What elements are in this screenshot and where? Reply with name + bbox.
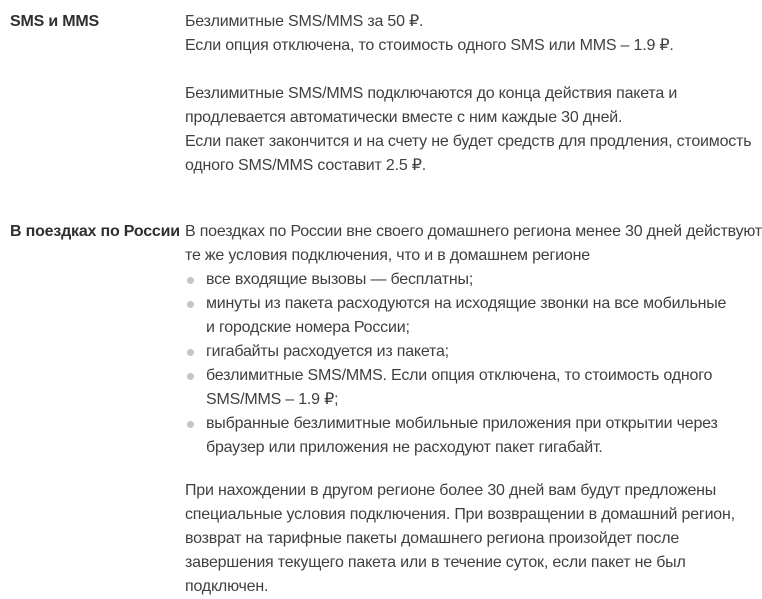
bullet-icon	[187, 349, 194, 356]
text-line: браузер или приложения не расходуют пакет гигабайт.	[206, 439, 603, 456]
section-content-column	[185, 10, 752, 178]
section-heading-column	[10, 10, 185, 34]
text-line: завершения текущего пакета или в течение суток, если пакет не был	[185, 554, 686, 571]
text-line: и городские номера России;	[206, 319, 410, 336]
text-line: Безлимитные SMS/MMS за 50 ₽.	[185, 13, 424, 30]
list-item	[185, 268, 727, 292]
section-sms-mms	[10, 10, 752, 178]
text-line: Если пакет закончится и на счету не будет средств для продления, стоимость	[185, 133, 752, 150]
text-line: безлимитные SMS/MMS. Если опция отключена, то стоимость одного	[206, 367, 713, 384]
bullet-icon	[187, 373, 194, 380]
text-line: возврат на тарифные пакеты домашнего региона произойдет после	[185, 530, 680, 547]
text-line: Безлимитные SMS/MMS подключаются до конца действия пакета и	[185, 85, 678, 102]
text-line: подключен.	[185, 578, 269, 595]
list-item-text	[206, 412, 727, 460]
list-item	[185, 340, 727, 364]
text-line: специальные условия подключения. При возвращении в домашний регион,	[185, 506, 735, 523]
section-travel-russia	[10, 220, 762, 599]
text-line: все входящие вызовы — бесплатны;	[206, 271, 474, 288]
section-content-column	[185, 220, 762, 599]
bullet-icon	[187, 301, 194, 308]
paragraph-sms-renewal	[185, 82, 752, 178]
list-item-text	[206, 340, 727, 364]
text-line: SMS/MMS – 1.9 ₽;	[206, 391, 339, 408]
text-line: минуты из пакета расходуются на исходящие звонки на все мобильные	[206, 295, 727, 312]
list-item-text	[206, 292, 727, 340]
bullet-icon	[187, 277, 194, 284]
text-line: продлевается автоматически вместе с ним каждые 30 дней.	[185, 109, 623, 126]
list-item	[185, 412, 727, 460]
paragraph-travel-outro	[185, 479, 735, 599]
list-item-text	[206, 268, 727, 292]
list-item	[185, 292, 727, 340]
paragraph-sms-price	[185, 10, 727, 58]
section-heading-column	[10, 220, 185, 244]
text-line: В поездках по России вне своего домашнего региона менее 30 дней действуют	[185, 223, 762, 240]
list-item-text	[206, 364, 727, 412]
paragraph-travel-intro	[185, 220, 762, 268]
text-line: Если опция отключена, то стоимость одного SMS или MMS – 1.9 ₽.	[185, 37, 674, 54]
section-sms-mms-heading: SMS и MMS	[10, 13, 99, 30]
text-line: те же условия подключения, что и в домашнем регионе	[185, 247, 590, 264]
bullet-icon	[187, 421, 194, 428]
text-line: выбранные безлимитные мобильные приложения при открытии через	[206, 415, 718, 432]
text-line: одного SMS/MMS составит 2.5 ₽.	[185, 157, 426, 174]
text-line: гигабайты расходуется из пакета;	[206, 343, 449, 360]
section-travel-russia-heading: В поездках по России	[10, 223, 180, 240]
list-item	[185, 364, 727, 412]
text-line: При нахождении в другом регионе более 30 дней вам будут предложены	[185, 482, 717, 499]
travel-conditions-list	[185, 268, 727, 460]
